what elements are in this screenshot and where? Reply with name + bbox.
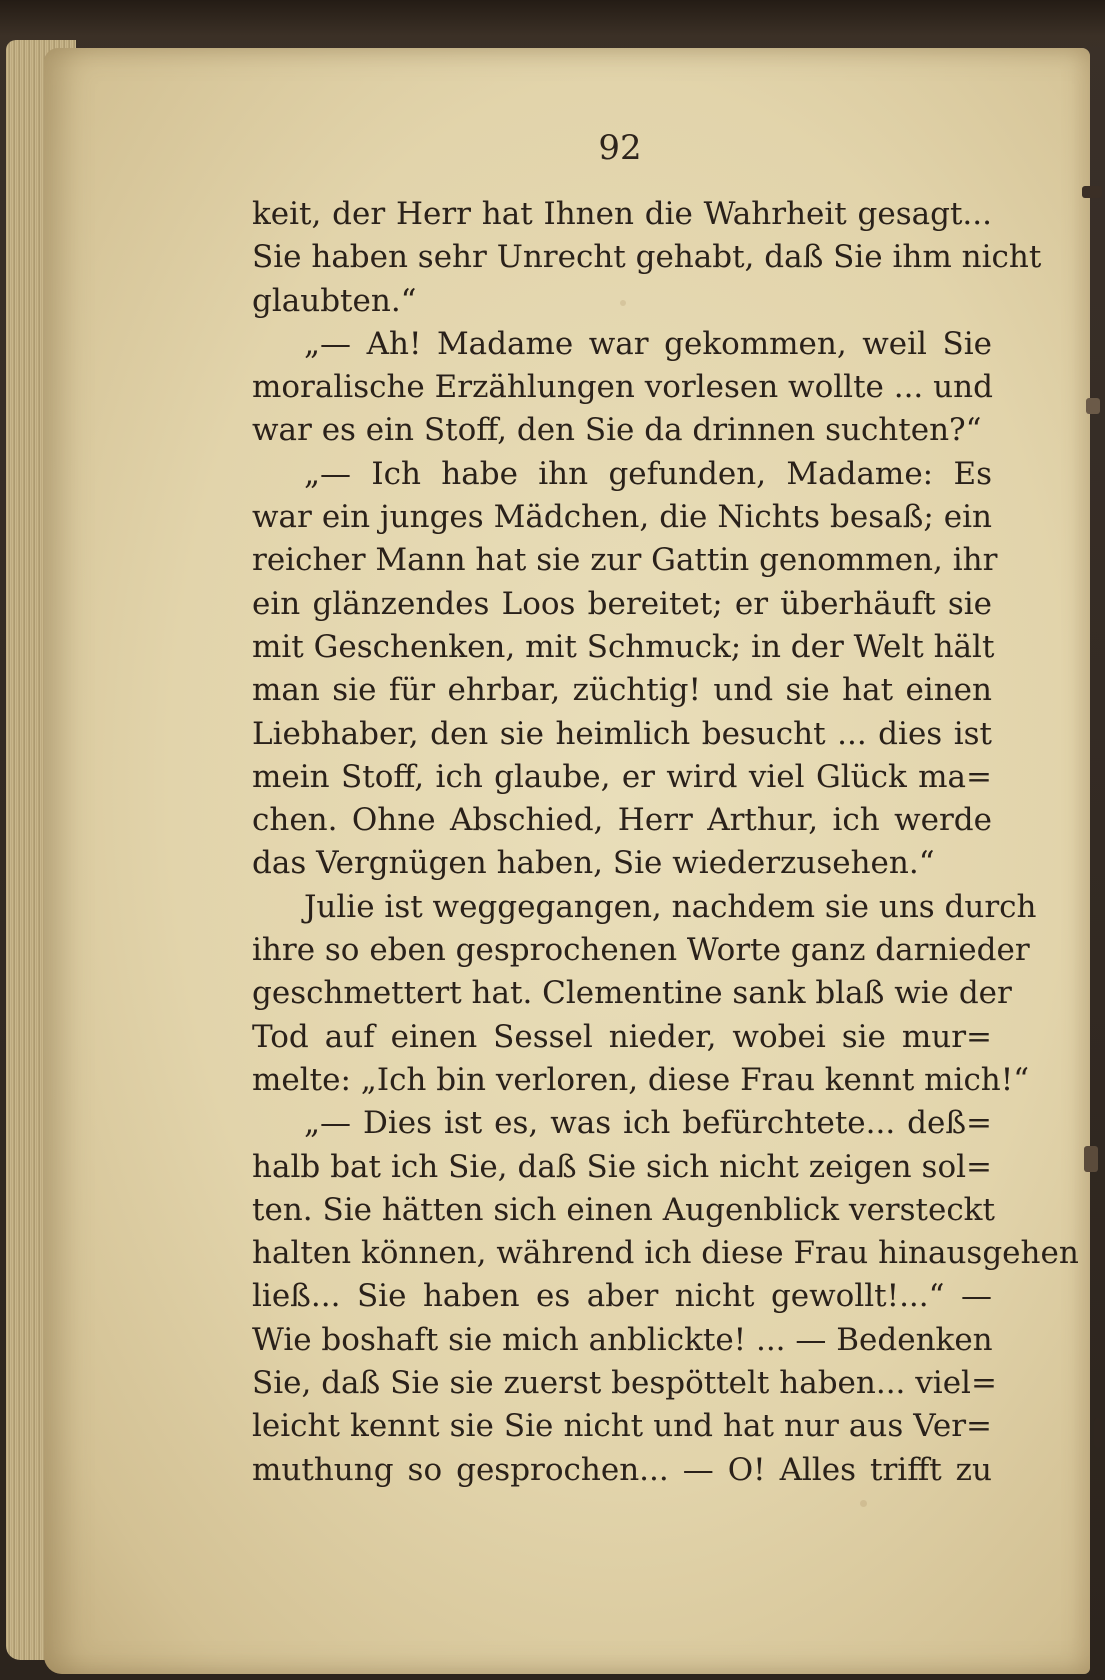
- text-line: mein Stoff, ich glaube, er wird viel Glück ma=: [252, 758, 992, 795]
- text-line: Wie boshaft sie mich anblickte! ... — Bedenken: [252, 1321, 993, 1358]
- text-line: Sie, daß Sie sie zuerst bespöttelt haben... viel=: [252, 1365, 997, 1402]
- text-line: Liebhaber, den sie heimlich besucht ... dies ist: [252, 715, 992, 752]
- page-edge-mark: [1082, 186, 1102, 198]
- text-line: „— Ich habe ihn gefunden, Madame: Es: [304, 455, 992, 492]
- text-line: moralische Erzählungen vorlesen wollte ... und: [252, 369, 993, 406]
- text-line: Tod auf einen Sessel nieder, wobei sie mur=: [252, 1018, 992, 1055]
- text-line: ten. Sie hätten sich einen Augenblick versteckt: [252, 1191, 995, 1228]
- text-line: keit, der Herr hat Ihnen die Wahrheit gesagt...: [252, 196, 992, 232]
- text-line: glaubten.“: [252, 282, 417, 319]
- page-number: 92: [598, 128, 642, 168]
- text-line: war ein junges Mädchen, die Nichts besaß; ein: [252, 499, 992, 536]
- text-line: man sie für ehrbar, züchtig! und sie hat einen: [252, 672, 992, 709]
- foxing-spot: [860, 1500, 867, 1507]
- page-edge-mark: [1086, 398, 1100, 414]
- text-line: melte: „Ich bin verloren, diese Frau kennt mich!“: [252, 1061, 1030, 1098]
- text-line: leicht kennt sie Sie nicht und hat nur aus Ver=: [252, 1408, 992, 1445]
- text-line: chen. Ohne Abschied, Herr Arthur, ich werde: [252, 802, 992, 839]
- text-line: „— Ah! Madame war gekommen, weil Sie: [304, 325, 992, 362]
- text-line: muthung so gesprochen... — O! Alles trifft zu: [252, 1451, 992, 1488]
- text-line: halten können, während ich diese Frau hinausgehen: [252, 1235, 1079, 1272]
- text-line: mit Geschenken, mit Schmuck; in der Welt hält: [252, 628, 995, 665]
- text-line: das Vergnügen haben, Sie wiederzusehen.“: [252, 845, 935, 882]
- page-edge-mark: [1094, 1418, 1102, 1448]
- text-line: ihre so eben gesprochenen Worte ganz darnieder: [252, 932, 1030, 969]
- text-line: ließ... Sie haben es aber nicht gewollt!...“ —: [252, 1278, 992, 1315]
- text-line: Sie haben sehr Unrecht gehabt, daß Sie ihm nicht: [252, 239, 1042, 276]
- text-line: war es ein Stoff, den Sie da drinnen suchten?“: [252, 412, 982, 449]
- text-line: geschmettert hat. Clementine sank blaß wie der: [252, 975, 1012, 1012]
- text-line: reicher Mann hat sie zur Gattin genommen, ihr: [252, 542, 998, 579]
- page-edge-mark: [1084, 1146, 1098, 1172]
- body-text: [252, 193, 1079, 1492]
- text-line: Julie ist weggegangen, nachdem sie uns durch: [304, 888, 1037, 925]
- text-line: halb bat ich Sie, daß Sie sich nicht zeigen sol=: [252, 1148, 992, 1185]
- text-line: ein glänzendes Loos bereitet; er überhäuft sie: [252, 585, 992, 622]
- text-line: „— Dies ist es, was ich befürchtete... deß=: [304, 1105, 992, 1142]
